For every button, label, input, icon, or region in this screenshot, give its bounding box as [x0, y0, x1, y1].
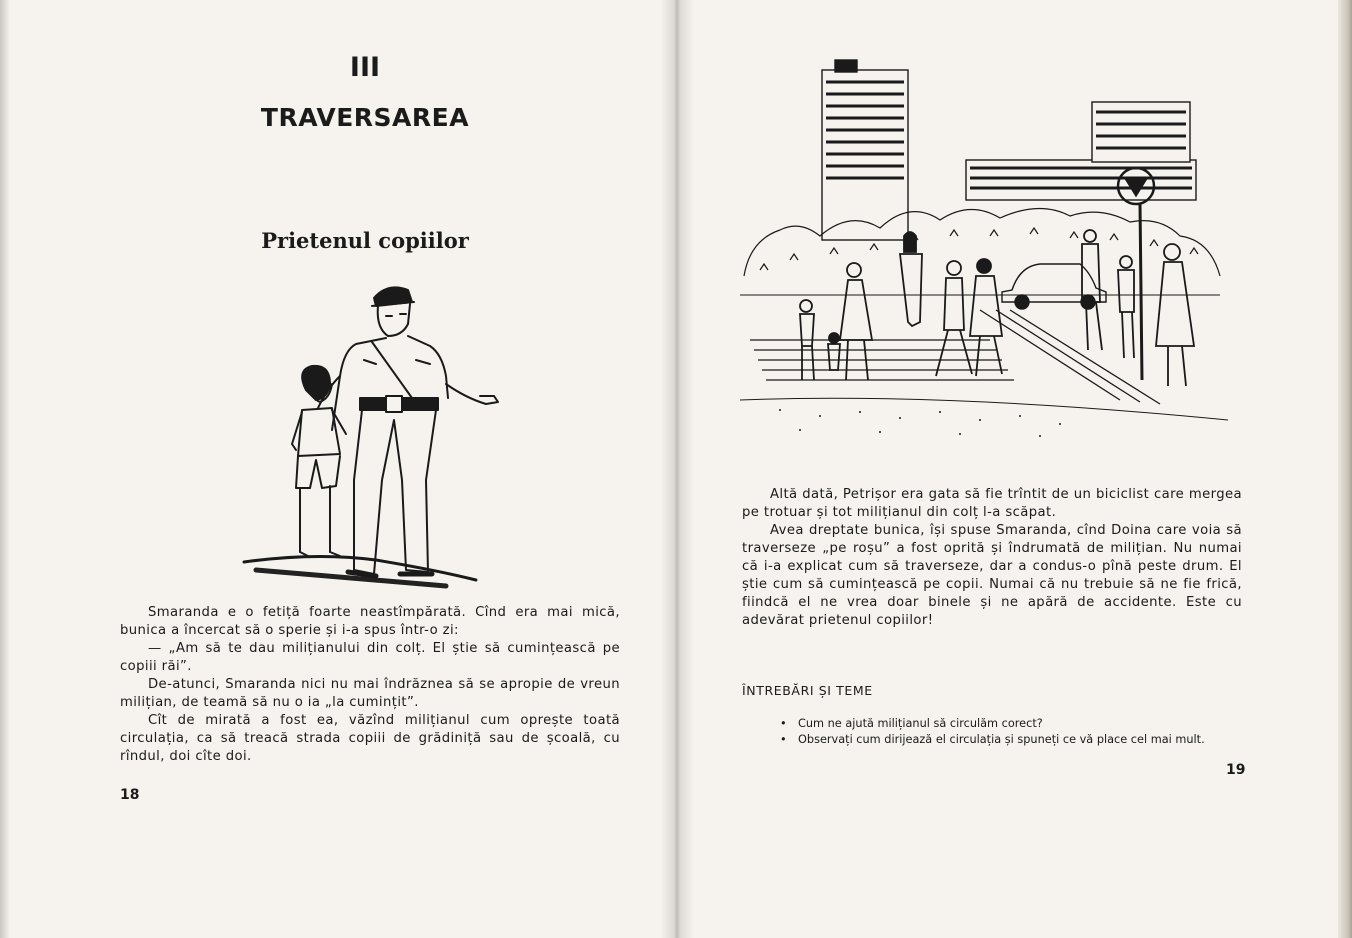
paragraph: De-atunci, Smaranda nici nu mai îndrăznea să se apropie de vreun milițian, de teamă să nu o ia „la cumințit”. — [120, 677, 620, 710]
paragraph: Smaranda e o fetiță foarte neastîmpărată. Cînd era mai mică, bunica a încercat să o sperie și i-a spus într-o zi: — [120, 605, 620, 638]
page-number-left: 18 — [120, 787, 140, 803]
section-title: Prietenul copiilor — [261, 228, 469, 253]
chapter-number: III — [349, 52, 381, 83]
right-page-text — [742, 486, 1242, 630]
paragraph: Cît de mirată a fost ea, văzînd milițianul cum oprește toată circulația, ca să treacă strada copiii de grădiniță sau de școală, cu rîndul, doi cîte doi. — [120, 713, 620, 764]
chapter-title: TRAVERSAREA — [260, 103, 470, 132]
book-gutter — [660, 0, 694, 938]
left-page-edge — [0, 0, 10, 938]
left-page-text — [120, 604, 620, 766]
paragraph: — „Am să te dau milițianului din colț. El știe să cumințească pe copiii răi”. — [120, 641, 620, 674]
right-page-edge — [1338, 0, 1352, 938]
questions-list — [778, 716, 1248, 748]
page-number-right: 19 — [1226, 762, 1246, 778]
policeman-and-boy-illustration — [236, 280, 506, 592]
question-item: • Observați cum dirijează el circulația și spuneți ce vă place cel mai mult. — [778, 732, 1248, 748]
questions-heading: ÎNTREBĂRI ȘI TEME — [742, 683, 873, 698]
question-item: • Cum ne ajută milițianul să circulăm corect? — [778, 716, 1248, 732]
street-crossing-illustration — [740, 40, 1228, 442]
paragraph: Avea dreptate bunica, își spuse Smaranda, cînd Doina care voia să traverseze „pe roșu” a fost oprită și îndrumată de milițian. Nu numai că i-a explicat cum să traverseze, dar a condus-o pînă peste drum. El știe cum să cumințească pe copii. Numai că nu trebuie să ne fie frică, fiindcă el ne vrea doar binele și ne apără de accidente. Este cu adevărat prietenul copiilor! — [742, 523, 1242, 628]
paragraph: Altă dată, Petrișor era gata să fie trîntit de un biciclist care mergea pe trotuar și tot milițianul din colț l-a scăpat. — [742, 487, 1242, 520]
